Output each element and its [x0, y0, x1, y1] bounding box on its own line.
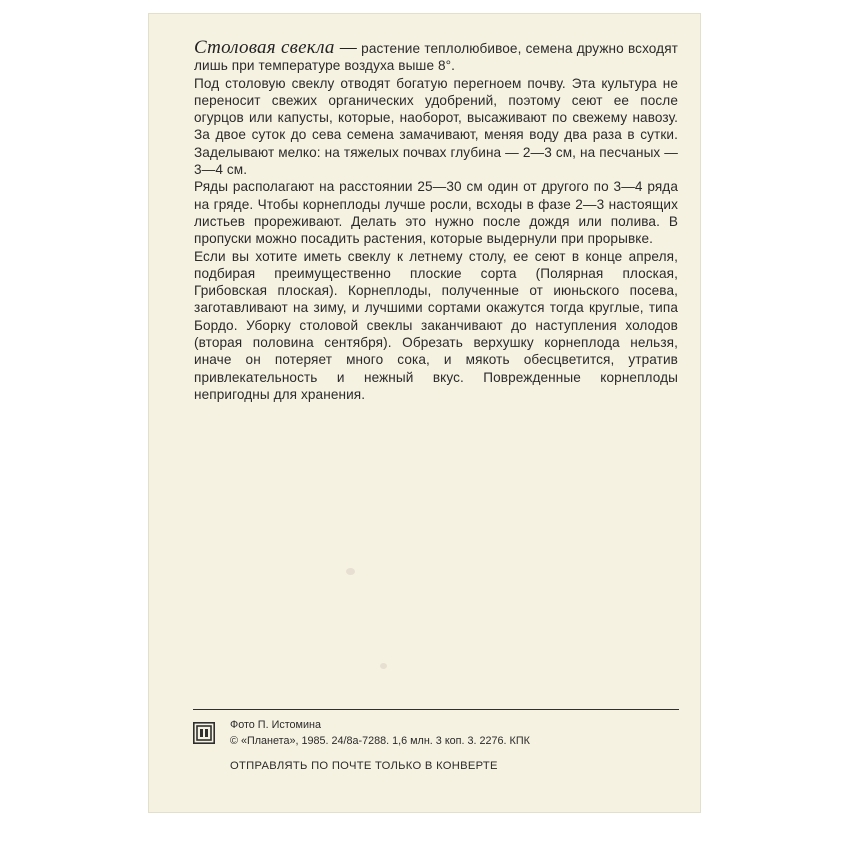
article-lead-paragraph — [194, 39, 678, 75]
photo-credit: Фото П. Истомина — [230, 719, 321, 731]
article-paragraph: Если вы хотите иметь свеклу к летнему столу, ее сеют в конце апреля, подбирая преимущественно плоские сорта (Полярная плоская, Грибовская плоская). Корнеплоды, полученные от июньского посева, заготавливают на зиму, и лучшими сортами окажутся тогда круглые, типа Бордо. Уборку столовой свеклы заканчивают до наступления холодов (вторая половина сентября). Обрезать верхушку корнеплода нельзя, иначе он потеряет много сока, и мякоть обесцветится, утратив привлекательность и нежный вкус. Поврежденные корнеплоды непригодны для хранения. — [194, 248, 678, 402]
article-lead: растение теплолюбивое, семена дружно всходят лишь при температуре воздуха выше 8°. — [194, 41, 678, 74]
credits-block — [230, 717, 530, 749]
paper-stain — [346, 568, 355, 575]
article-text — [194, 39, 678, 403]
planeta-logo-icon — [193, 722, 215, 744]
postcard-back — [148, 13, 701, 813]
article-paragraph: Ряды располагают на расстоянии 25—30 см один от другого по 3—4 ряда на гряде. Чтобы корнеплоды лучше росли, всходы в фазе 2—3 настоящих листьев прореживают. Делать это нужно после дождя или полива. В пропуски можно посадить растения, которые выдернули при прорывке. — [194, 179, 678, 247]
mailing-note: ОТПРАВЛЯТЬ ПО ПОЧТЕ ТОЛЬКО В КОНВЕРТЕ — [230, 760, 498, 772]
article-heading: Столовая свекла — — [194, 37, 357, 58]
publisher-line: © «Планета», 1985. 24/8а-7288. 1,6 млн. 3 коп. 3. 2276. КПК — [230, 735, 530, 747]
paper-stain — [380, 663, 387, 669]
article-paragraph: Под столовую свеклу отводят богатую перегноем почву. Эта культура не переносит свежих органических удобрений, поэтому сеют ее после огурцов или капусты, которые, наоборот, высаживают по свежему навозу. За двое суток до сева семена замачивают, меняя воду два раза в сутки. Заделывают мелко: на тяжелых почвах глубина — 2—3 см, на песчаных — 3—4 см. — [194, 75, 678, 178]
imprint-footer — [193, 709, 679, 772]
